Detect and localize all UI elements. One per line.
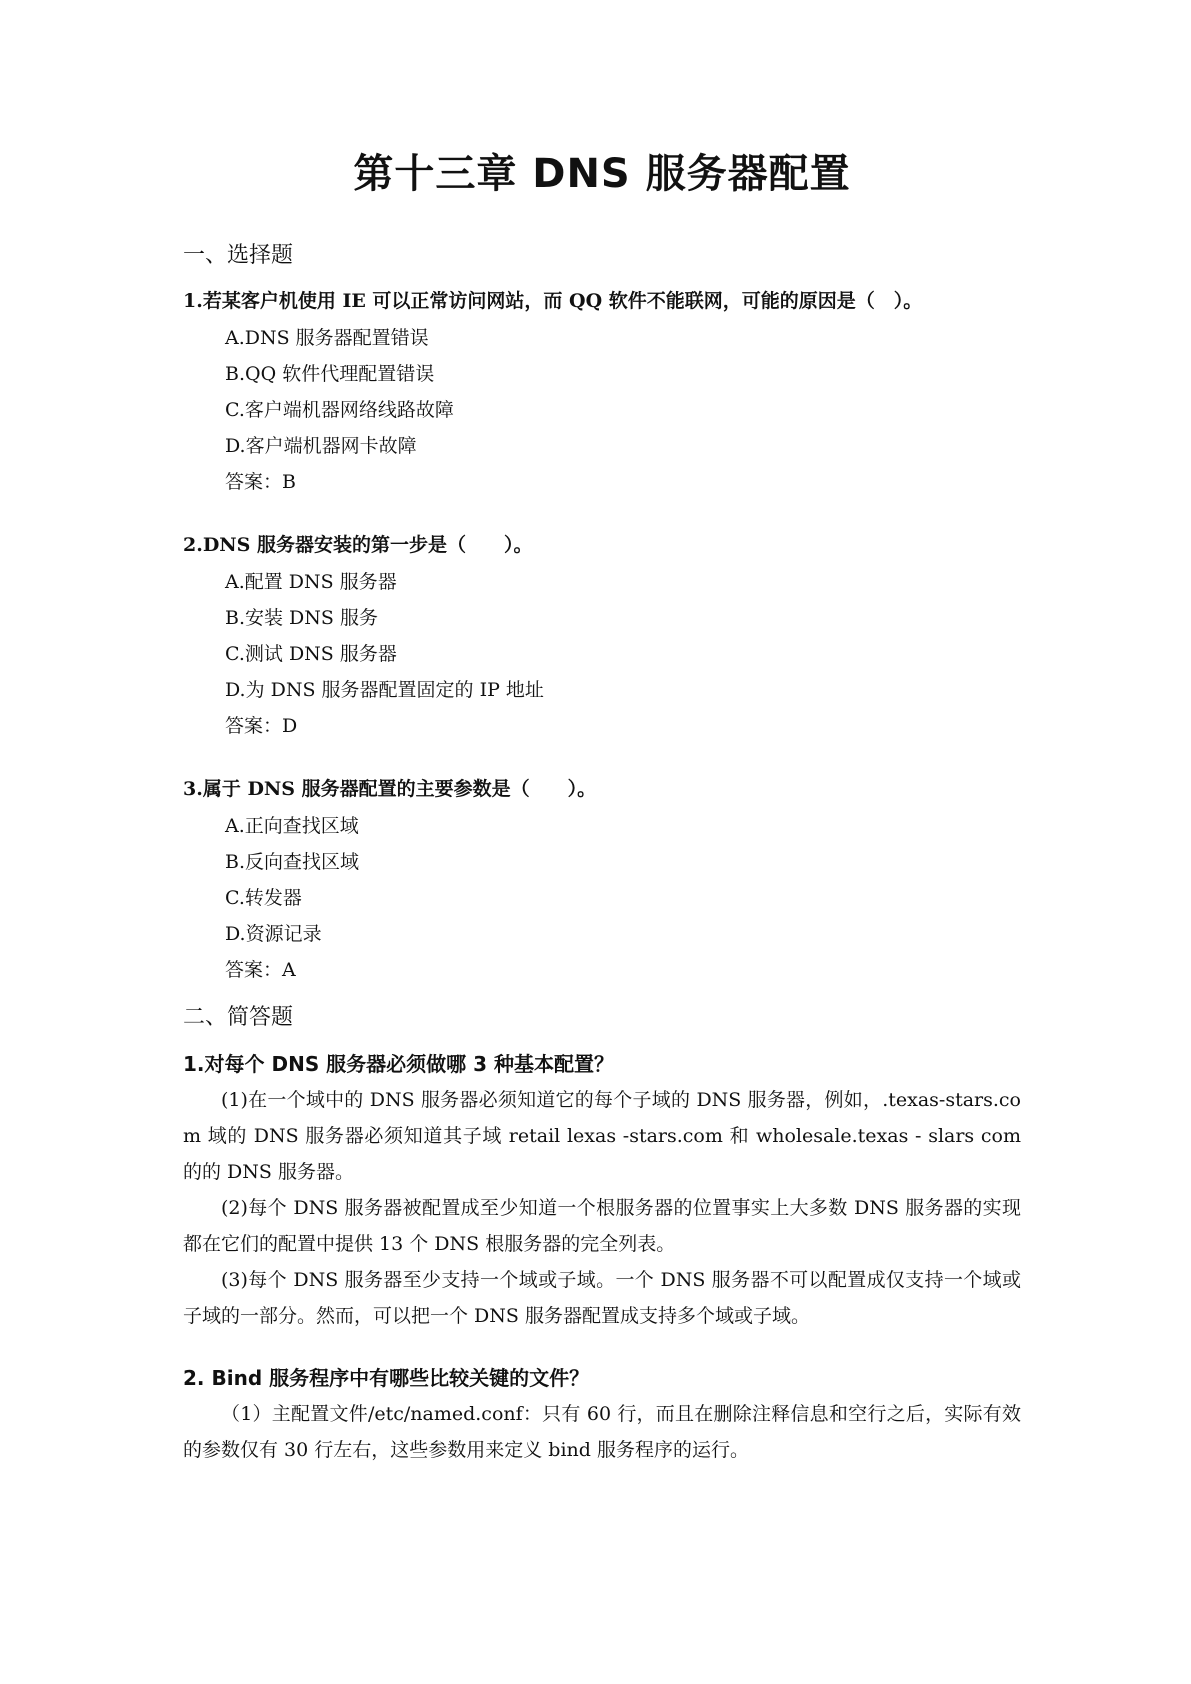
answer-paragraph: (1)在一个域中的 DNS 服务器必须知道它的每个子域的 DNS 服务器，例如，.texas-stars.com 域的 DNS 服务器必须知道其子域 retail lexas -stars.com 和 wholesale.texas - slars com 的的 DNS 服务器。 xyxy=(183,1089,1021,1183)
chapter-title: 第十三章 DNS 服务器配置 xyxy=(353,151,851,197)
question-option: B.安装 DNS 服务 xyxy=(225,607,378,629)
answer-paragraph: (3)每个 DNS 服务器至少支持一个域或子域。一个 DNS 服务器不可以配置成仅支持一个域或子域的一部分。然而，可以把一个 DNS 服务器配置成支持多个域或子域。 xyxy=(183,1269,1021,1327)
question-stem: 1.若某客户机使用 IE 可以正常访问网站，而 QQ 软件不能联网，可能的原因是（ ）。 xyxy=(183,290,923,312)
section-heading: 二、简答题 xyxy=(183,1005,294,1030)
question-answer: 答案：B xyxy=(225,471,296,493)
section-multiple-choice xyxy=(183,240,1021,988)
question-2 xyxy=(183,530,1021,744)
section-heading: 一、选择题 xyxy=(183,243,294,268)
question-option: B.QQ 软件代理配置错误 xyxy=(225,363,435,385)
question-stem: 3.属于 DNS 服务器配置的主要参数是（ ）。 xyxy=(183,778,597,800)
question-option: C.测试 DNS 服务器 xyxy=(225,643,397,665)
question-option: D.为 DNS 服务器配置固定的 IP 地址 xyxy=(225,679,544,701)
question-option: C.转发器 xyxy=(225,887,302,909)
question-answer: 答案：D xyxy=(225,715,298,737)
section-short-answer xyxy=(183,1002,1021,1468)
question-stem: 2.DNS 服务器安装的第一步是（ ）。 xyxy=(183,534,533,556)
question-option: B.反向查找区域 xyxy=(225,851,360,873)
answer-paragraph: （1）主配置文件/etc/named.conf：只有 60 行，而且在删除注释信息和空行之后，实际有效的参数仅有 30 行左右，这些参数用来定义 bind 服务程序的运行。 xyxy=(183,1403,1021,1461)
question-option: A.正向查找区域 xyxy=(225,815,359,837)
question-option: C.客户端机器网络线路故障 xyxy=(225,399,454,421)
question-option: D.客户端机器网卡故障 xyxy=(225,435,417,457)
question-option: D.资源记录 xyxy=(225,923,322,945)
question-option: A.DNS 服务器配置错误 xyxy=(225,327,429,349)
question-option: A.配置 DNS 服务器 xyxy=(225,571,397,593)
question-answer: 答案：A xyxy=(225,959,296,981)
short-answer-stem: 1.对每个 DNS 服务器必须做哪 3 种基本配置？ xyxy=(183,1052,615,1076)
short-answer-2 xyxy=(183,1362,1021,1468)
answer-paragraph: (2)每个 DNS 服务器被配置成至少知道一个根服务器的位置事实上大多数 DNS 服务器的实现都在它们的配置中提供 13 个 DNS 根服务器的完全列表。 xyxy=(183,1197,1021,1255)
short-answer-stem: 2. Bind 服务程序中有哪些比较关键的文件？ xyxy=(183,1366,590,1390)
question-1 xyxy=(183,286,1021,500)
short-answer-1 xyxy=(183,1048,1021,1334)
question-3 xyxy=(183,774,1021,988)
